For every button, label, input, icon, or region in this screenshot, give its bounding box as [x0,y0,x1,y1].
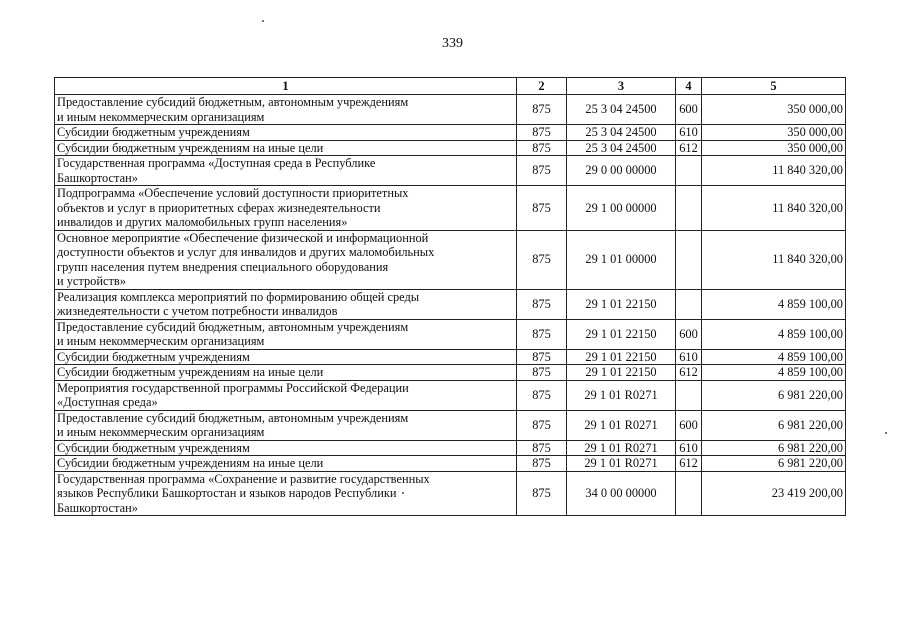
cell-vr: 600 [676,410,702,440]
cell-grbs: 875 [517,471,567,516]
cell-name: Предоставление субсидий бюджетным, автономным учреждениям и иным некоммерческим организациям [55,319,517,349]
cell-sum: 350 000,00 [702,95,846,125]
cell-grbs: 875 [517,380,567,410]
table-row [55,140,846,156]
table-row [55,380,846,410]
cell-csr: 25 3 04 24500 [567,95,676,125]
cell-grbs: 875 [517,95,567,125]
cell-vr [676,156,702,186]
cell-csr: 29 1 01 R0271 [567,380,676,410]
table-row [55,410,846,440]
cell-grbs: 875 [517,456,567,472]
cell-grbs: 875 [517,365,567,381]
cell-sum: 4 859 100,00 [702,365,846,381]
cell-vr [676,289,702,319]
cell-sum: 23 419 200,00 [702,471,846,516]
cell-grbs: 875 [517,186,567,231]
cell-vr [676,471,702,516]
cell-csr: 29 1 01 R0271 [567,456,676,472]
cell-sum: 4 859 100,00 [702,319,846,349]
cell-sum: 350 000,00 [702,140,846,156]
scan-speck [402,492,404,494]
cell-csr: 29 1 01 00000 [567,230,676,289]
cell-sum: 4 859 100,00 [702,289,846,319]
scan-speck [262,20,264,22]
cell-name: Субсидии бюджетным учреждениям на иные цели [55,365,517,381]
header-row [55,78,846,95]
cell-csr: 34 0 00 00000 [567,471,676,516]
column-header-4: 4 [676,78,702,95]
table-row [55,349,846,365]
cell-sum: 11 840 320,00 [702,230,846,289]
cell-name: Основное мероприятие «Обеспечение физической и информационной доступности объектов и услуг для инвалидов и других маломобильных групп населения путем внедрения специального оборудования и устройств» [55,230,517,289]
cell-grbs: 875 [517,125,567,141]
cell-grbs: 875 [517,140,567,156]
cell-csr: 29 1 00 00000 [567,186,676,231]
cell-grbs: 875 [517,440,567,456]
table-row [55,156,846,186]
cell-vr [676,380,702,410]
column-header-5: 5 [702,78,846,95]
cell-sum: 4 859 100,00 [702,349,846,365]
cell-vr: 610 [676,349,702,365]
cell-sum: 11 840 320,00 [702,186,846,231]
cell-grbs: 875 [517,319,567,349]
cell-csr: 25 3 04 24500 [567,140,676,156]
cell-vr: 610 [676,125,702,141]
cell-sum: 11 840 320,00 [702,156,846,186]
cell-csr: 29 0 00 00000 [567,156,676,186]
cell-sum: 6 981 220,00 [702,410,846,440]
table-row [55,289,846,319]
cell-vr [676,186,702,231]
cell-csr: 25 3 04 24500 [567,125,676,141]
table-row [55,471,846,516]
cell-grbs: 875 [517,156,567,186]
cell-sum: 6 981 220,00 [702,440,846,456]
cell-name: Мероприятия государственной программы Российской Федерации «Доступная среда» [55,380,517,410]
cell-vr: 610 [676,440,702,456]
table-row [55,186,846,231]
cell-vr [676,230,702,289]
cell-name: Субсидии бюджетным учреждениям на иные цели [55,456,517,472]
table-row [55,95,846,125]
scan-speck [885,432,887,434]
cell-name: Субсидии бюджетным учреждениям [55,349,517,365]
column-header-1: 1 [55,78,517,95]
table-row [55,319,846,349]
column-header-3: 3 [567,78,676,95]
cell-csr: 29 1 01 22150 [567,349,676,365]
cell-sum: 6 981 220,00 [702,380,846,410]
cell-name: Подпрограмма «Обеспечение условий доступности приоритетных объектов и услуг в приоритетных сферах жизнедеятельности инвалидов и других маломобильных групп населения» [55,186,517,231]
table-header [55,78,846,95]
cell-csr: 29 1 01 22150 [567,319,676,349]
cell-vr: 612 [676,140,702,156]
page-number: 339 [442,36,463,51]
cell-vr: 612 [676,456,702,472]
table-row [55,230,846,289]
cell-grbs: 875 [517,349,567,365]
cell-name: Предоставление субсидий бюджетным, автономным учреждениям и иным некоммерческим организациям [55,410,517,440]
cell-csr: 29 1 01 R0271 [567,440,676,456]
cell-sum: 350 000,00 [702,125,846,141]
budget-table [54,77,846,516]
cell-grbs: 875 [517,230,567,289]
cell-name: Реализация комплекса мероприятий по формированию общей среды жизнедеятельности с учетом потребности инвалидов [55,289,517,319]
cell-name: Субсидии бюджетным учреждениям [55,440,517,456]
cell-csr: 29 1 01 22150 [567,289,676,319]
table-row [55,440,846,456]
cell-csr: 29 1 01 R0271 [567,410,676,440]
table-row [55,365,846,381]
cell-sum: 6 981 220,00 [702,456,846,472]
column-header-2: 2 [517,78,567,95]
cell-vr: 600 [676,95,702,125]
cell-name: Предоставление субсидий бюджетным, автономным учреждениям и иным некоммерческим организациям [55,95,517,125]
table-body [55,95,846,516]
table-row [55,125,846,141]
cell-name: Субсидии бюджетным учреждениям [55,125,517,141]
cell-csr: 29 1 01 22150 [567,365,676,381]
cell-name: Государственная программа «Доступная среда в Республике Башкортостан» [55,156,517,186]
cell-grbs: 875 [517,410,567,440]
cell-name: Государственная программа «Сохранение и развитие государственных языков Республики Башкортостан и языков народов Республики Башкортостан» [55,471,517,516]
cell-grbs: 875 [517,289,567,319]
table-row [55,456,846,472]
cell-name: Субсидии бюджетным учреждениям на иные цели [55,140,517,156]
cell-vr: 600 [676,319,702,349]
cell-vr: 612 [676,365,702,381]
